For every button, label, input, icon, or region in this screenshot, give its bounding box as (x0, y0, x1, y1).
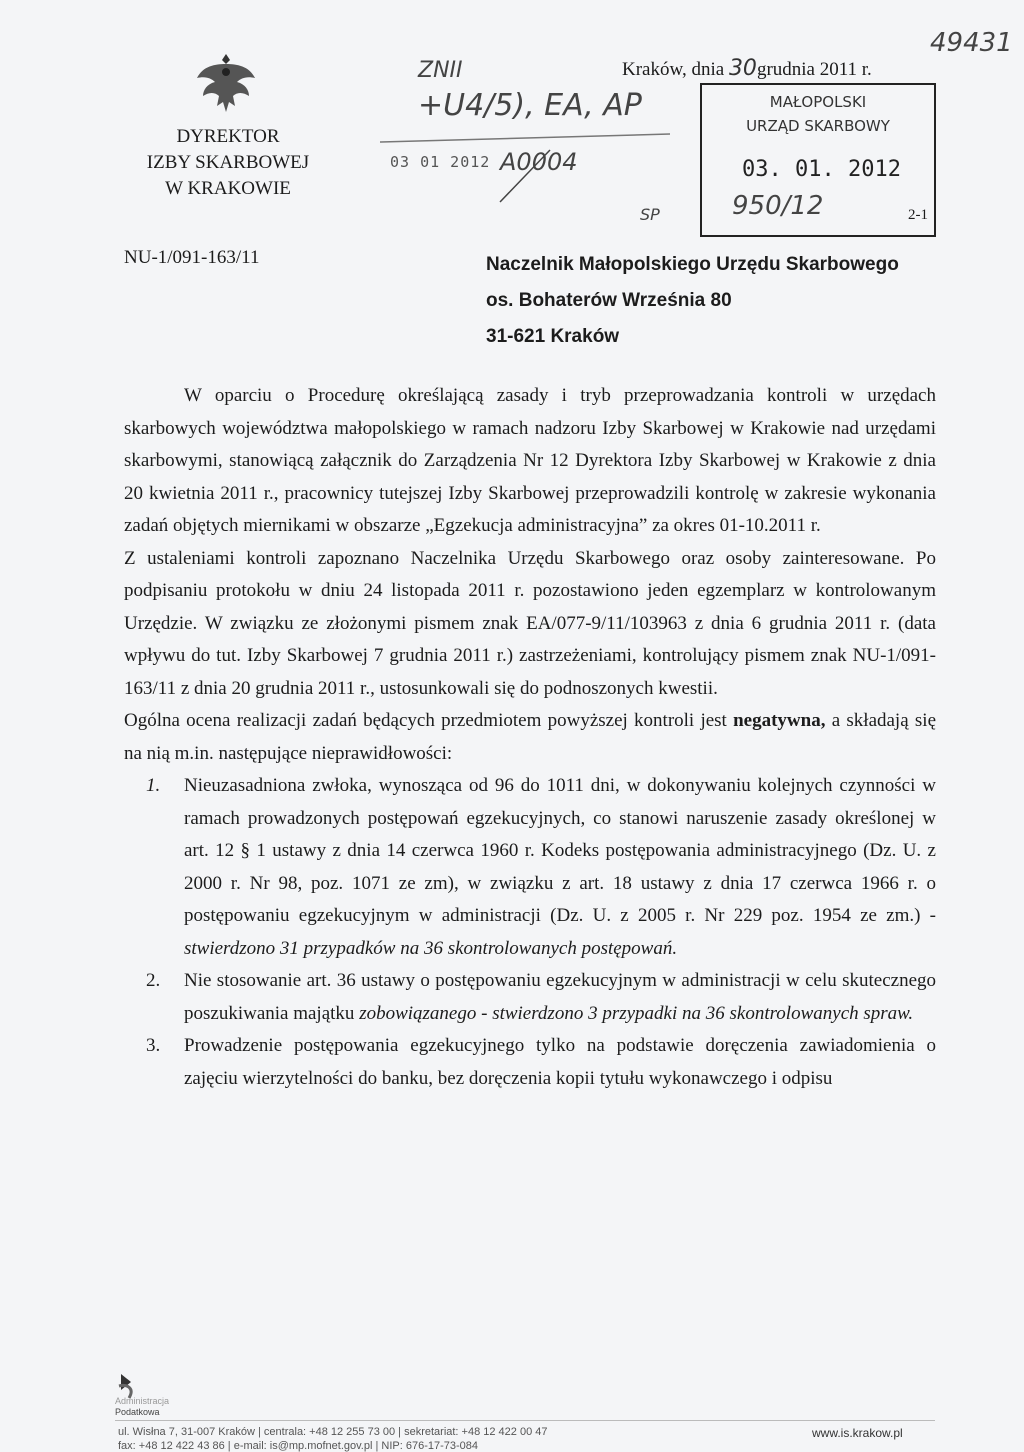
received-stamp-suffix: 2-1 (908, 207, 928, 223)
paragraph-1: W oparciu o Procedurę określającą zasady i tryb przeprowadzania kontroli w urzędach skarbowych województwa małopolskiego w ramach nadzoru Izby Skarbowej w Krakowie nad urzędami skarbowymi, stanowiącą załącznik do Zarządzenia Nr 12 Dyrektora Izby Skarbowej w Krakowie z dnia 20 kwietnia 2011 r., pracownicy tutejszej Izby Skarbowej przeprowadzili kontrolę w zakresie wykonania zadań objętych miernikami w obszarze „Egzekucja administracyjna” za okres 01-10.2011 r. (124, 385, 936, 536)
list-item-text: Prowadzenie postępowania egzekucyjnego tylko na podstawie doręczenia zawiadomienia o zajęciu wierzytelności do banku, bez doręczenia kopii tytułu wykonawczego i odpisu (184, 1035, 936, 1089)
received-stamp-side-mark: SP (640, 205, 660, 224)
list-item-finding: zobowiązanego - stwierdzono 3 przypadki na 36 skontrolowanych spraw. (359, 1002, 914, 1024)
polish-eagle-emblem-icon (195, 50, 257, 120)
assessment-verdict: negatywna, (733, 710, 826, 731)
handwritten-annotation-top: ZNII (418, 58, 463, 83)
issuer-line-3: W KRAKOWIE (165, 178, 291, 199)
list-item-finding: stwierdzono 31 przypadków na 36 skontrolowanych postępowań. (184, 937, 678, 959)
list-item-number: 2. (146, 970, 161, 991)
received-stamp-line-2: URZĄD SKARBOWY (746, 117, 890, 135)
footer-contact-line-1: ul. Wisłna 7, 31-007 Kraków | centrala: +48 12 255 73 00 | sekretariat: +48 12 422 00 47 (118, 1426, 548, 1438)
issuer-line-2: IZBY SKARBOWEJ (146, 152, 310, 173)
date-day-handwritten: 30 (728, 56, 757, 81)
list-item-number: 3. (146, 1035, 161, 1056)
letter-body (124, 380, 936, 1095)
list-item (124, 1030, 936, 1095)
logo-caption-1: Administracja (115, 1396, 170, 1406)
footer-contact-line-2: fax: +48 12 422 43 86 | e-mail: is@mp.mofnet.gov.pl | NIP: 676-17-73-084 (118, 1440, 479, 1452)
list-item (124, 965, 936, 1030)
registry-stamp-date: 03 01 2012 (390, 153, 491, 171)
logo-caption-2: Podatkowa (115, 1407, 160, 1417)
corner-handwritten-number: 49431 (930, 28, 1013, 58)
received-stamp (640, 83, 936, 237)
received-stamp-date: 03. 01. 2012 (742, 157, 901, 182)
list-item-text: Nie stosowanie art. 36 ustawy o postępowaniu egzekucyjnym w administracji w celu skutecznego poszukiwania majątku (184, 970, 936, 1024)
addressee-line-1: Naczelnik Małopolskiego Urzędu Skarbowego (486, 254, 899, 275)
footer-divider (115, 1420, 935, 1421)
reference-number: NU-1/091-163/11 (124, 247, 260, 268)
footer-website: www.is.krakow.pl (812, 1426, 903, 1440)
issuer-line-1: DYREKTOR (176, 126, 280, 147)
registry-stamp-number: A0004 (500, 148, 578, 176)
list-item (124, 770, 936, 965)
paragraph-3-start: Ogólna ocena realizacji zadań będących przedmiotem powyższej kontroli jest (124, 710, 734, 731)
addressee-block (486, 247, 899, 355)
list-item-number: 1. (146, 775, 161, 796)
received-stamp-line-1: MAŁOPOLSKI (769, 93, 867, 111)
paragraph-3-end: a składają się na nią m.in. następujące nieprawidłowości: (124, 710, 937, 764)
issuer-block (128, 124, 328, 202)
irregularities-list (124, 770, 936, 1095)
list-item-text: Nieuzasadniona zwłoka, wynosząca od 96 do 1011 dni, w dokonywaniu kolejnych czynności w ramach prowadzonych postępowań egzekucyjnych, co stanowi naruszenie zasady określonej w art. 12 § 1 ustawy z dnia 14 czerwca 1960 r. Kodeks postępowania administracyjnego (Dz. U. z 2000 r. Nr 98, poz. 1071 ze zm), w związku z art. 18 ustawy z dnia 17 czerwca 1966 r. o postępowaniu egzekucyjnym w administracji (Dz. U. z 2005 r. Nr 229 poz. 1954 ze zm.) - (184, 775, 936, 926)
received-stamp-handwritten: 950/12 (732, 191, 824, 221)
addressee-line-3: 31-621 Kraków (486, 326, 620, 347)
paragraph-3 (124, 705, 936, 770)
date-suffix: grudnia 2011 r. (756, 59, 872, 80)
place-and-date (622, 56, 872, 81)
handwritten-routing-codes: +U4/5), EA, AP (418, 88, 642, 123)
addressee-line-2: os. Bohaterów Września 80 (486, 290, 732, 311)
paragraph-2: Z ustaleniami kontroli zapoznano Naczelnika Urzędu Skarbowego oraz osoby zainteresowane. Po podpisaniu protokołu w dniu 24 listopada 2011 r. pozostawiono jeden egzemplarz w kontrolowanym Urzędzie. W związku ze złożonymi pismem znak EA/077-9/11/103963 z dnia 6 grudnia 2011 r. (data wpływu do tut. Izby Skarbowej 7 grudnia 2011 r.) zastrzeżeniami, kontrolujący pismem znak NU-1/091-163/11 z dnia 20 grudnia 2011 r., ustosunkowali się do podnoszonych kwestii. (124, 547, 936, 699)
date-prefix: Kraków, dnia (622, 59, 725, 80)
